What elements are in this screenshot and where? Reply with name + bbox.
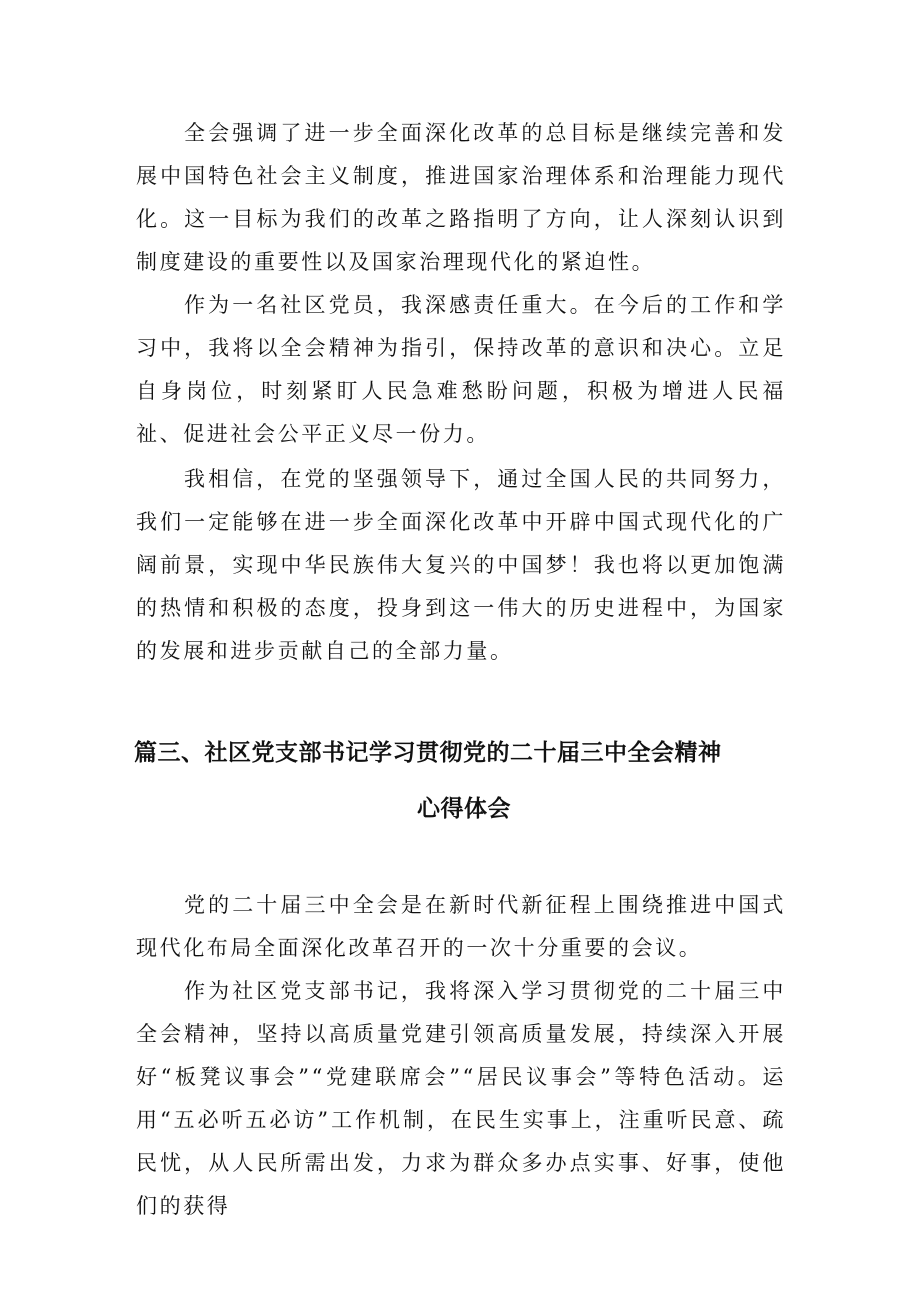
body-paragraph: 作为一名社区党员，我深感责任重大。在今后的工作和学习中，我将以全会精神为指引，保持改革的意识和决心。立足自身岗位，时刻紧盯人民急难愁盼问题，积极为增进人民福祉、促进社会公平正义尽一份力。 — [136, 293, 786, 446]
body-paragraph: 我相信，在党的坚强领导下，通过全国人民的共同努力，我们一定能够在进一步全面深化改革中开辟中国式现代化的广阔前景，实现中华民族伟大复兴的中国梦！我也将以更加饱满的热情和积极的态度，投身到这一伟大的历史进程中，为国家的发展和进步贡献自己的全部力量。 — [136, 467, 786, 663]
section-title: 篇三、社区党支部书记学习贯彻党的二十届三中全会精神 — [134, 740, 722, 766]
body-paragraph: 党的二十届三中全会是在新时代新征程上围绕推进中国式现代化布局全面深化改革召开的一次十分重要的会议。 — [136, 893, 786, 960]
body-paragraph: 作为社区党支部书记，我将深入学习贯彻党的二十届三中全会精神，坚持以高质量党建引领高质量发展，持续深入开展好“板凳议事会”“党建联席会”“居民议事会”等特色活动。运用“五必听五必访”工作机制，在民生实事上，注重听民意、疏民忧，从人民所需出发，力求为群众多办点实事、好事，使他们的获得 — [136, 979, 786, 1218]
body-paragraph: 全会强调了进一步全面深化改革的总目标是继续完善和发展中国特色社会主义制度，推进国家治理体系和治理能力现代化。这一目标为我们的改革之路指明了方向，让人深刻认识到制度建设的重要性以及国家治理现代化的紧迫性。 — [136, 121, 786, 274]
section-title-continued: 心得体会 — [417, 796, 511, 822]
